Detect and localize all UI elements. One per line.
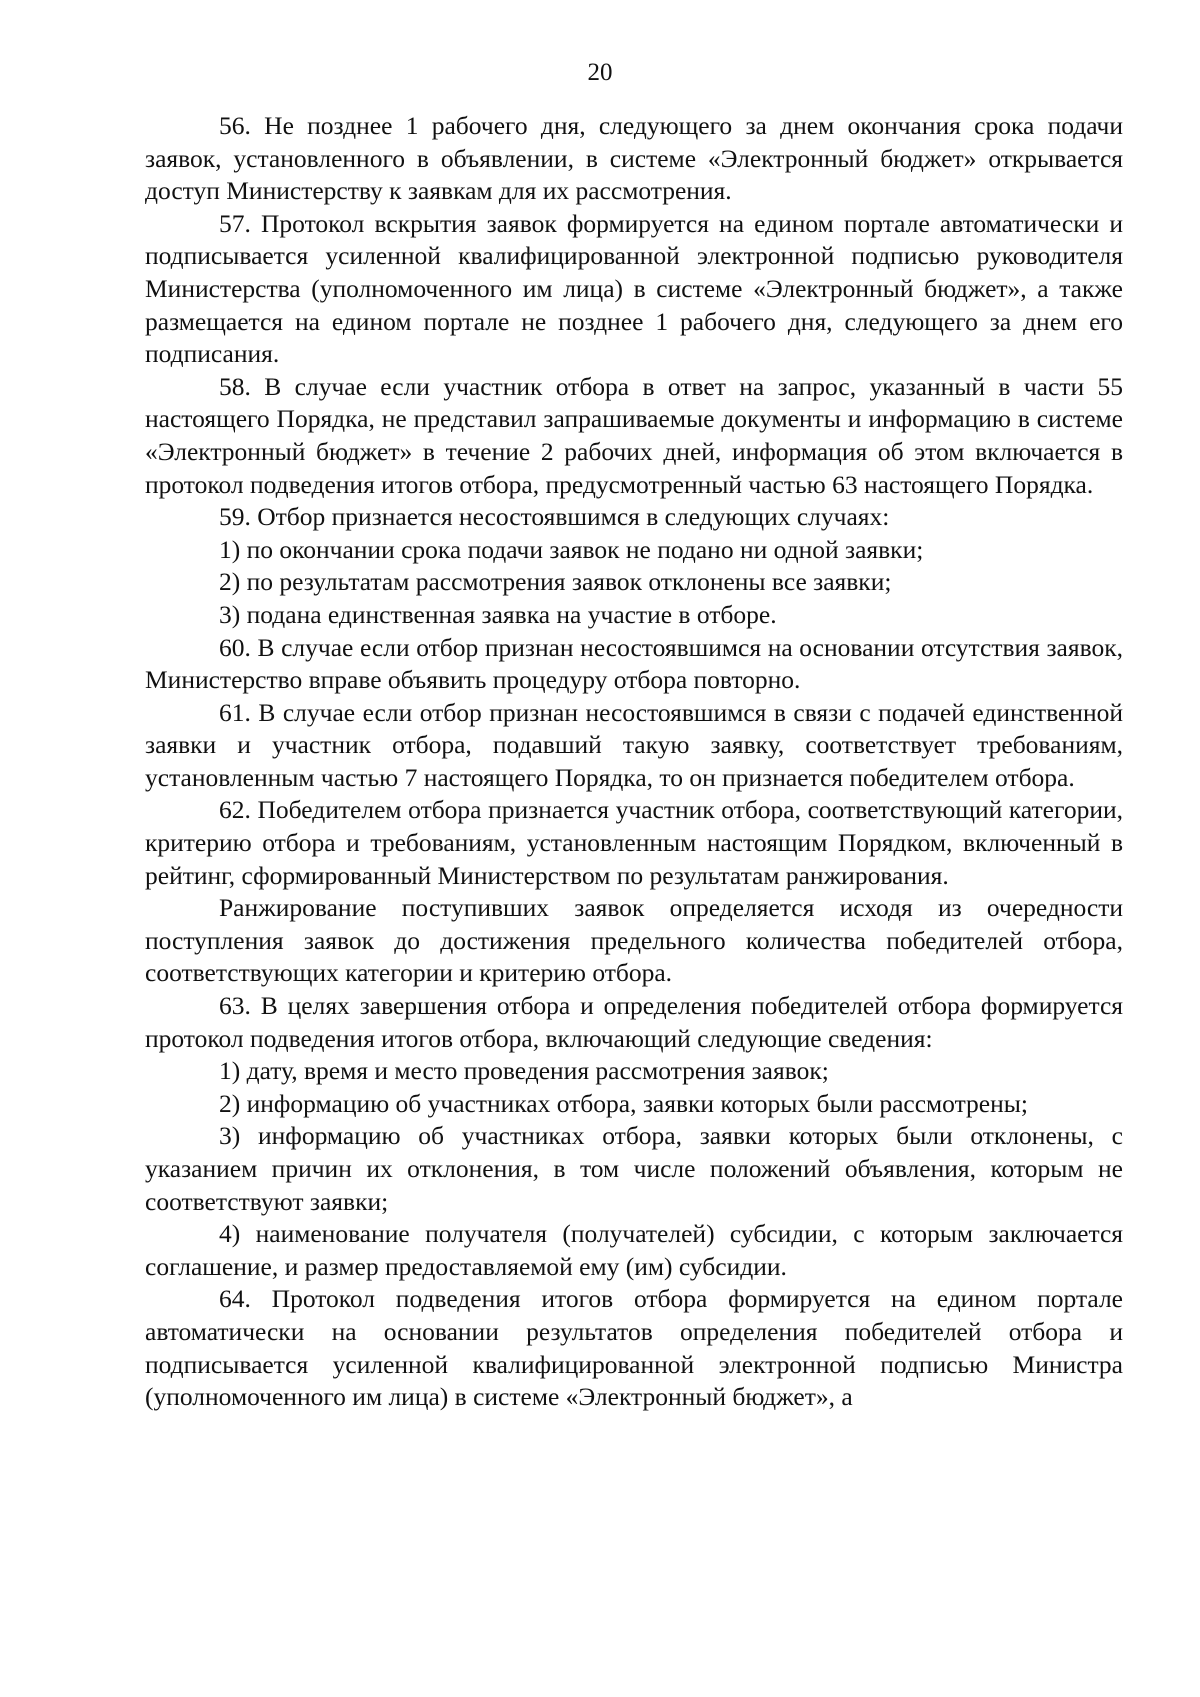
paragraph-60: 60. В случае если отбор признан несостоявшимся на основании отсутствия заявок, Министерство вправе объявить процедуру отбора повторно.: [145, 632, 1123, 695]
paragraph-59: 59. Отбор признается несостоявшимся в следующих случаях:: [219, 502, 890, 532]
paragraph-61: 61. В случае если отбор признан несостоявшимся в связи с подачей единственной заявки и участник отбора, подавший такую заявку, соответствует требованиям, установленным частью 7 настоящего Порядка, то он признается победителем отбора.: [145, 697, 1123, 792]
paragraph-63-item-3: 3) информацию об участниках отбора, заявки которых были отклонены, с указанием причин их отклонения, в том числе положений объявления, которым не соответствуют заявки;: [145, 1121, 1123, 1216]
paragraph-56: 56. Не позднее 1 рабочего дня, следующего за днем окончания срока подачи заявок, установленного в объявлении, в системе «Электронный бюджет» открывается доступ Министерству к заявкам для их рассмотрения.: [145, 111, 1123, 206]
paragraph-62-ranking: Ранжирование поступивших заявок определяется исходя из очередности поступления заявок до достижения предельного количества победителей отбора, соответствующих категории и критерию отбора.: [145, 893, 1123, 988]
paragraph-64: 64. Протокол подведения итогов отбора формируется на едином портале автоматически на основании результатов определения победителей отбора и подписывается усиленной квалифицированной электронной подписью Министра (уполномоченного им лица) в системе «Электронный бюджет», а: [145, 1284, 1123, 1412]
paragraph-62: 62. Победителем отбора признается участник отбора, соответствующий категории, критерию отбора и требованиям, установленным настоящим Порядком, включенный в рейтинг, сформированный Министерством по результатам ранжирования.: [145, 795, 1123, 890]
paragraph-63-item-4: 4) наименование получателя (получателей) субсидии, с которым заключается соглашение, и размер предоставляемой ему (им) субсидии.: [145, 1219, 1123, 1281]
page-number: 20: [587, 59, 613, 86]
paragraph-58: 58. В случае если участник отбора в ответ на запрос, указанный в части 55 настоящего Порядка, не представил запрашиваемые документы и информацию в системе «Электронный бюджет» в течение 2 рабочих дней, информация об этом включается в протокол подведения итогов отбора, предусмотренный частью 63 настоящего Порядка.: [145, 371, 1123, 499]
document-body: [145, 110, 1123, 1414]
paragraph-63-item-1: 1) дату, время и место проведения рассмотрения заявок;: [219, 1056, 829, 1086]
paragraph-57: 57. Протокол вскрытия заявок формируется на едином портале автоматически и подписывается усиленной квалифицированной электронной подписью руководителя Министерства (уполномоченного им лица) в системе «Электронный бюджет», а также размещается на едином портале не позднее 1 рабочего дня, следующего за днем его подписания.: [145, 208, 1123, 369]
paragraph-59-item-3: 3) подана единственная заявка на участие в отборе.: [219, 599, 777, 629]
paragraph-59-item-2: 2) по результатам рассмотрения заявок отклонены все заявки;: [219, 567, 892, 597]
paragraph-63: 63. В целях завершения отбора и определения победителей отбора формируется протокол подведения итогов отбора, включающий следующие сведения:: [145, 991, 1123, 1053]
paragraph-59-item-1: 1) по окончании срока подачи заявок не подано ни одной заявки;: [219, 534, 924, 564]
paragraph-63-item-2: 2) информацию об участниках отбора, заявки которых были рассмотрены;: [219, 1088, 1028, 1118]
